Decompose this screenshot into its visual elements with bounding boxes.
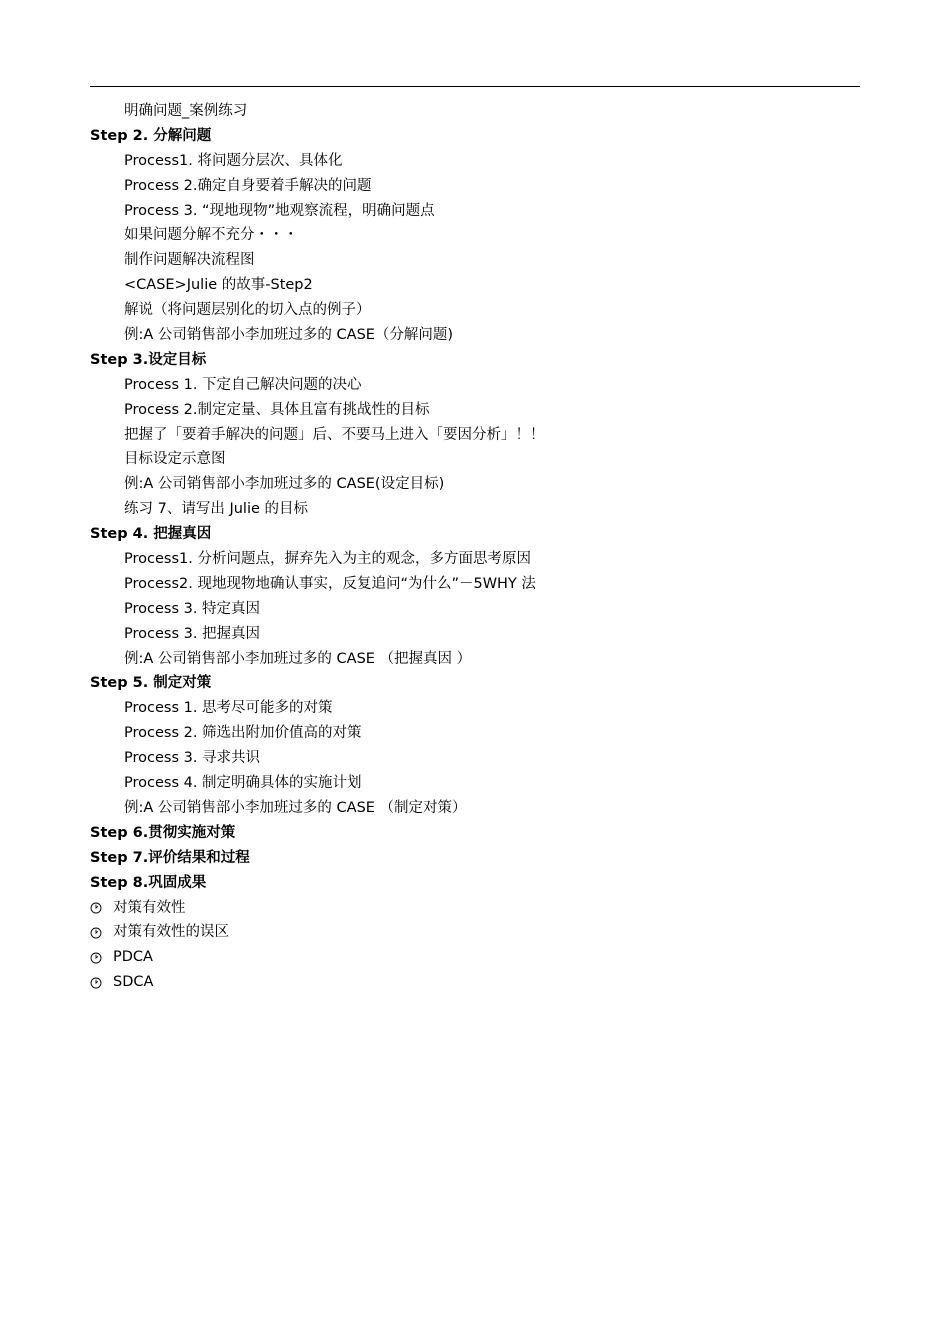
step3-item: 把握了「要着手解决的问题」后、不要马上进入「要因分析」！！ [124, 426, 545, 443]
clock-icon [90, 952, 113, 964]
step2-heading: Step 2. 分解问题 [90, 127, 212, 144]
outline [90, 99, 860, 995]
step4-item: 例:A 公司销售部小李加班过多的 CASE （把握真因 ） [124, 650, 472, 667]
step3-heading: Step 3.设定目标 [90, 351, 207, 368]
step2-item: Process1. 将问题分层次、具体化 [124, 152, 343, 169]
step3-item: Process 2.制定定量、具体且富有挑战性的目标 [124, 401, 430, 418]
step4-item: Process2. 现地现物地确认事实，反复追问“为什么”－5WHY 法 [124, 575, 536, 592]
step2-item: <CASE>Julie 的故事-Step2 [124, 277, 313, 294]
step2-item: 解说（将问题层别化的切入点的例子） [124, 302, 371, 319]
step5-item: Process 1. 思考尽可能多的对策 [124, 700, 333, 717]
step4-item: Process 3. 特定真因 [124, 600, 261, 617]
clock-icon [90, 927, 113, 939]
step3-item: 练习 7、请写出 Julie 的目标 [124, 501, 308, 518]
step4-item: Process1. 分析问题点，摒弃先入为主的观念，多方面思考原因 [124, 551, 531, 568]
step8-heading: Step 8.巩固成果 [90, 874, 207, 891]
bullet-text: 对策有效性的误区 [113, 924, 229, 941]
step5-heading: Step 5. 制定对策 [90, 675, 212, 692]
step8-bullet [90, 945, 860, 970]
bullet-text: SDCA [113, 974, 154, 991]
step3-item: 目标设定示意图 [124, 451, 226, 468]
step2-item: Process 3. “现地现物”地观察流程，明确问题点 [124, 202, 435, 219]
step6-heading: Step 6.贯彻实施对策 [90, 824, 236, 841]
step2-item: Process 2.确定自身要着手解决的问题 [124, 177, 372, 194]
step2-item: 制作问题解决流程图 [124, 252, 255, 269]
intro-line: 明确问题_案例练习 [124, 103, 248, 119]
header-rule [90, 86, 860, 87]
step8-bullet [90, 970, 860, 995]
bullet-text: 对策有效性 [113, 899, 186, 916]
step5-item: 例:A 公司销售部小李加班过多的 CASE （制定对策） [124, 799, 467, 816]
step3-item: Process 1. 下定自己解决问题的决心 [124, 376, 362, 393]
step5-item: Process 2. 筛选出附加价值高的对策 [124, 725, 362, 742]
step5-item: Process 4. 制定明确具体的实施计划 [124, 775, 362, 792]
step3-item: 例:A 公司销售部小李加班过多的 CASE(设定目标) [124, 476, 445, 493]
step7-heading: Step 7.评价结果和过程 [90, 849, 250, 866]
step2-item: 例:A 公司销售部小李加班过多的 CASE（分解问题) [124, 327, 454, 344]
step2-item: 如果问题分解不充分・・・ [124, 227, 298, 244]
clock-icon [90, 977, 113, 989]
clock-icon [90, 902, 113, 914]
step5-item: Process 3. 寻求共识 [124, 750, 261, 767]
step8-bullet [90, 896, 860, 921]
step4-item: Process 3. 把握真因 [124, 625, 261, 642]
step8-bullet [90, 920, 860, 945]
step4-heading: Step 4. 把握真因 [90, 526, 212, 543]
bullet-text: PDCA [113, 949, 153, 966]
